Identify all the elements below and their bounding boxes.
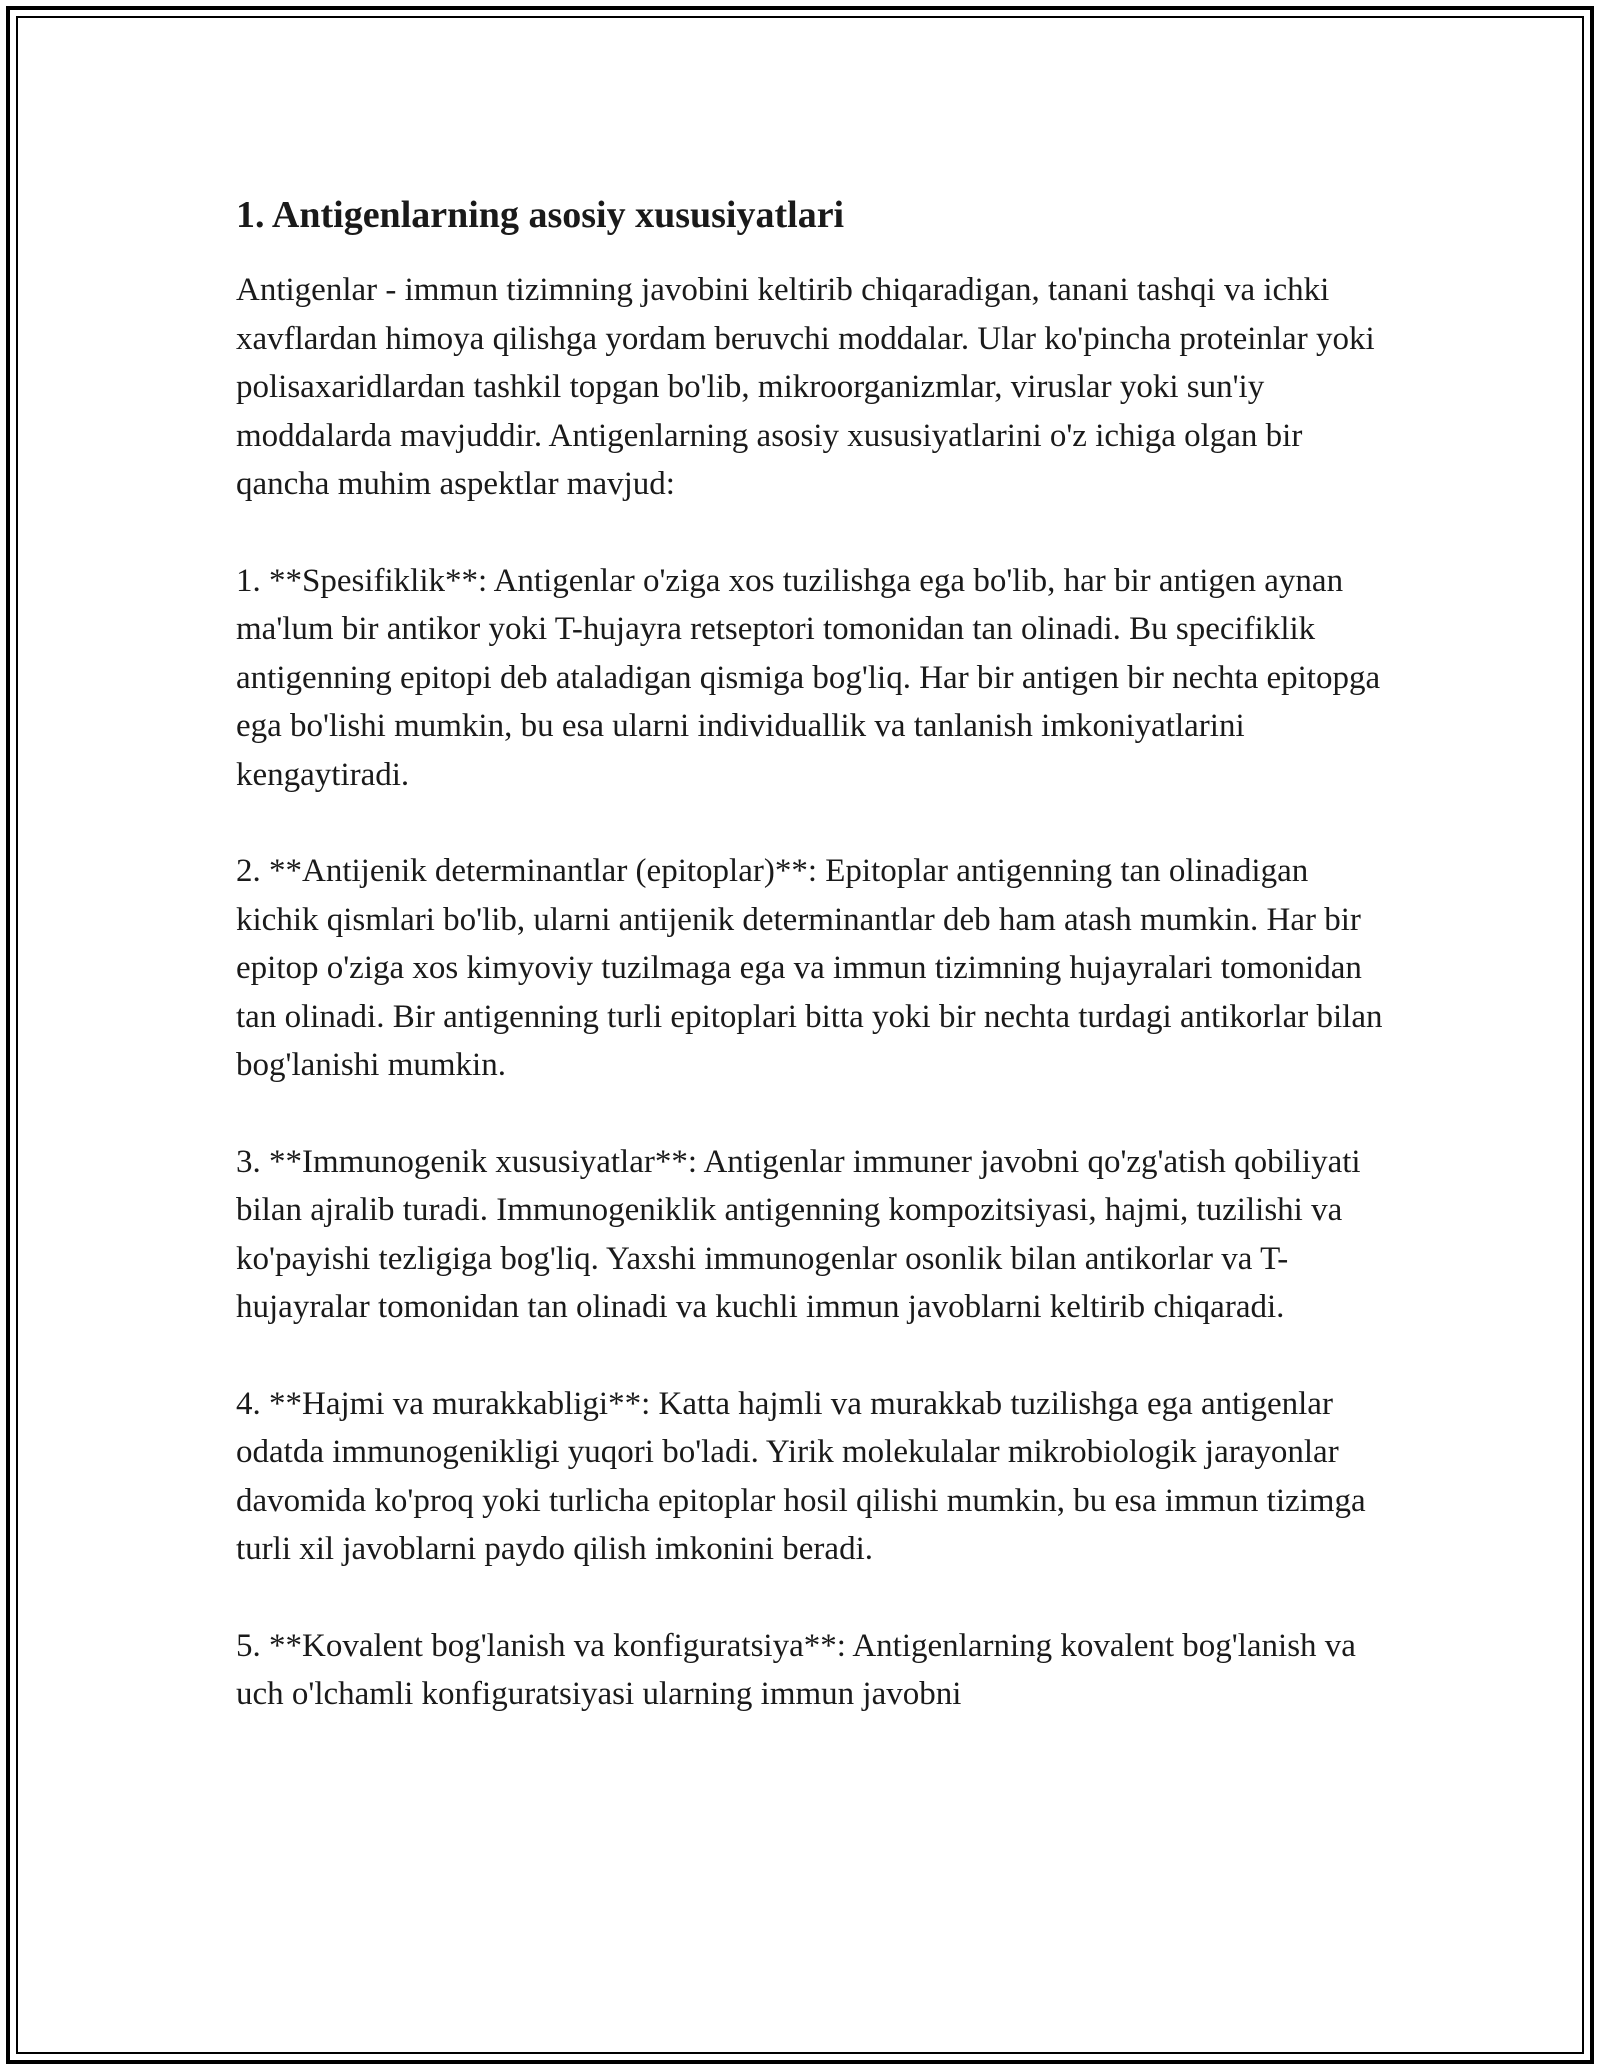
- paragraph-spesifiklik: 1. **Spesifiklik**: Antigenlar o'ziga xos tuzilishga ega bo'lib, har bir antigen aynan ma'lum bir antikor yoki T-hujayra retseptori tomonidan tan olinadi. Bu specifiklik antigenning epitopi deb ataladigan qismiga bog'liq. Har bir antigen bir nechta epitopga ega bo'lishi mumkin, bu esa ularni individuallik va tanlanish imkoniyatlarini kengaytiradi.: [236, 562, 1381, 793]
- document-body: [236, 188, 1386, 1767]
- paragraph-immunogenik: 3. **Immunogenik xususiyatlar**: Antigenlar immuner javobni qo'zg'atish qobiliyati bilan ajralib turadi. Immunogeniklik antigenning kompozitsiyasi, hajmi, tuzilishi va ko'payishi tezligiga bog'liq. Yaxshi immunogenlar osonlik bilan antikorlar va T-hujayralar tomonidan tan olinadi va kuchli immun javoblarni keltirib chiqaradi.: [236, 1143, 1361, 1325]
- section-title: 1. Antigenlarning asosiy xususiyatlari: [236, 194, 845, 236]
- paragraph-hajmi: 4. **Hajmi va murakkabligi**: Katta hajmli va murakkab tuzilishga ega antigenlar odatda immunogenikligi yuqori bo'ladi. Yirik molekulalar mikrobiologik jarayonlar davomida ko'proq yoki turlicha epitoplar hosil qilishi mumkin, bu esa immun tizimga turli xil javoblarni paydo qilish imkonini beradi.: [236, 1385, 1366, 1567]
- paragraph-epitoplar: 2. **Antijenik determinantlar (epitoplar)**: Epitoplar antigenning tan olinadigan kichik qismlari bo'lib, ularni antijenik determinantlar deb ham atash mumkin. Har bir epitop o'ziga xos kimyoviy tuzilmaga ega va immun tizimning hujayralari tomonidan tan olinadi. Bir antigenning turli epitoplari bitta yoki bir nechta turdagi antikorlar bilan bog'lanishi mumkin.: [236, 853, 1383, 1083]
- intro-paragraph: Antigenlar - immun tizimning javobini keltirib chiqaradigan, tanani tashqi va ichki xavflardan himoya qilishga yordam beruvchi moddalar. Ular ko'pincha proteinlar yoki polisaxaridlardan tashkil topgan bo'lib, mikroorganizmlar, viruslar yoki sun'iy moddalarda mavjuddir. Antigenlarning asosiy xususiyatlarini o'z ichiga olgan bir qancha muhim aspektlar mavjud:: [236, 272, 1375, 502]
- paragraph-kovalent: 5. **Kovalent bog'lanish va konfiguratsiya**: Antigenlarning kovalent bog'lanish va uch o'lchamli konfiguratsiyasi ularning immun javobni: [236, 1627, 1356, 1712]
